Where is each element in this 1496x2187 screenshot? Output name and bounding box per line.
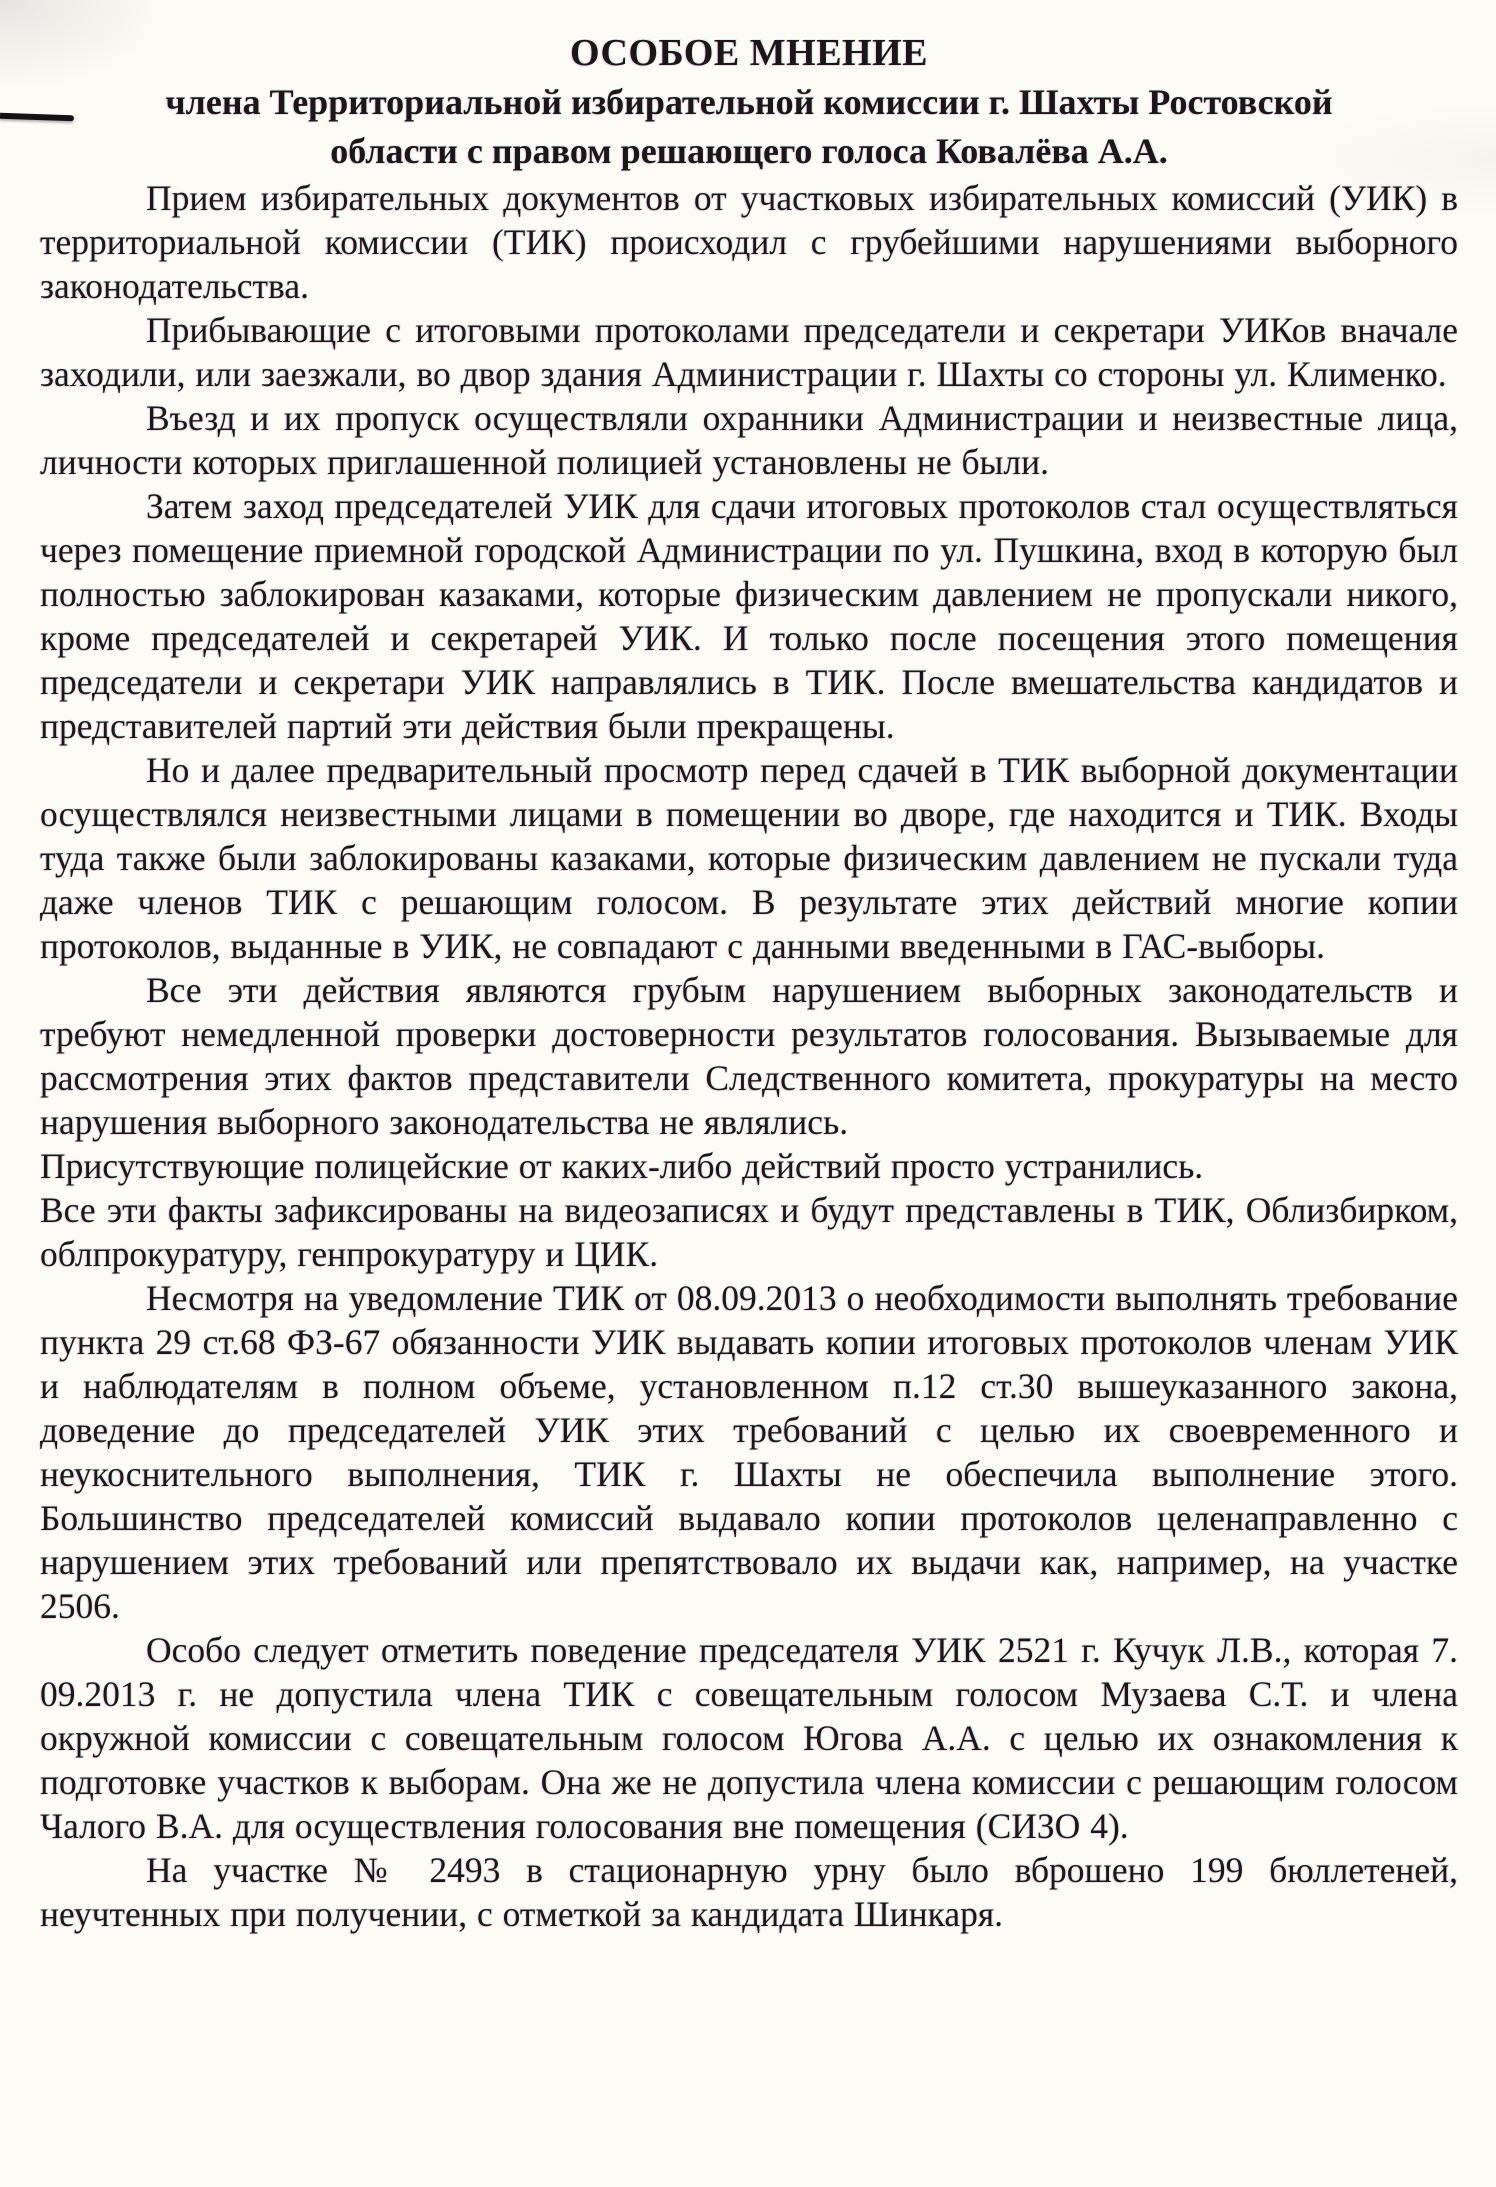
paragraph-reception-violations: Прием избирательных документов от участковых избирательных комиссий (УИК) в территориальной комиссии (ТИК) происходил с грубейшими нарушениями выборного законодательства. [40,178,1458,306]
scan-artifact-mark [0,113,74,122]
paragraph-blocked-entrance: Затем заход председателей УИК для сдачи итоговых протоколов стал осуществляться через помещение приемной городской Администрации по ул. Пушкина, вход в которую был полностью заблокирован казаками, которые физическим давлением не пропускали никого, кроме председателей и секретарей УИК. И только после посещения этого помещения председатели и секретари УИК направлялись в ТИК. После вмешательства кандидатов и представителей партий эти действия были прекращены. [40,486,1458,746]
paragraph-protocol-copies: Несмотря на уведомление ТИК от 08.09.2013 о необходимости выполнять требование пункта 29 ст.68 ФЗ-67 обязанности УИК выдавать копии итоговых протоколов членам УИК и наблюдателям в полном объеме, установленном п.12 ст.30 вышеуказанного закона, доведение до председателей УИК этих требований с целью их своевременного и неукоснительного выполнения, ТИК г. Шахты не обеспечила выполнение этого. Большинство председателей комиссий выдавало копии протоколов целенаправленно с нарушением этих требований или препятствовало их выдачи как, например, на участке 2506. [40,1278,1458,1626]
paragraph-ballot-stuffing-2493: На участке № 2493 в стационарную урну было вброшено 199 бюллетеней, неучтенных при получении, с отметкой за кандидата Шинкаря. [40,1850,1458,1934]
paragraph-video-evidence: Все эти факты зафиксированы на видеозаписях и будут представлены в ТИК, Облизбирком, облпрокуратуру, генпрокуратуру и ЦИК. [40,1190,1458,1274]
document-subtitle-line-1: члена Территориальной избирательной комиссии г. Шахты Ростовской [165,82,1333,122]
paragraph-uik-2521-chair: Особо следует отметить поведение председателя УИК 2521 г. Кучук Л.В., которая 7. 09.2013 г. не допустила члена ТИК с совещательным голосом Музаева С.Т. и члена окружной комиссии с совещательным голосом Югова А.А. с целью их ознакомления к подготовке участков к выборам. Она же не допустила члена комиссии с решающим голосом Чалого В.А. для осуществления голосования вне помещения (СИЗО 4). [40,1630,1458,1846]
paragraph-police-inaction: Присутствующие полицейские от каких-либо действий просто устранились. [40,1146,1204,1186]
document-title: ОСОБОЕ МНЕНИЕ [569,32,929,74]
paragraph-arrivals-courtyard: Прибывающие с итоговыми протоколами председатели и секретари УИКов вначале заходили, или заезжали, во двор здания Администрации г. Шахты со стороны ул. Клименко. [40,310,1458,394]
document-subtitle-line-2: области с правом решающего голоса Ковалёва А.А. [330,131,1168,171]
paragraph-preliminary-review: Но и далее предварительный просмотр перед сдачей в ТИК выборной документации осуществлялся неизвестными лицами в помещении во дворе, где находится и ТИК. Входы туда также были заблокированы казаками, которые физическим давлением не пускали туда даже членов ТИК с решающим голосом. В результате этих действий многие копии протоколов, выданные в УИК, не совпадают с данными введенными в ГАС-выборы. [40,750,1458,966]
paragraph-gross-violations: Все эти действия являются грубым нарушением выборных законодательств и требуют немедленной проверки достоверности результатов голосования. Вызываемые для рассмотрения этих фактов представители Следственного комитета, прокуратуры на место нарушения выборного законодательства не являлись. [40,970,1458,1142]
paragraph-entry-guards: Въезд и их пропуск осуществляли охранники Администрации и неизвестные лица, личности которых приглашенной полицией установлены не были. [40,398,1458,482]
